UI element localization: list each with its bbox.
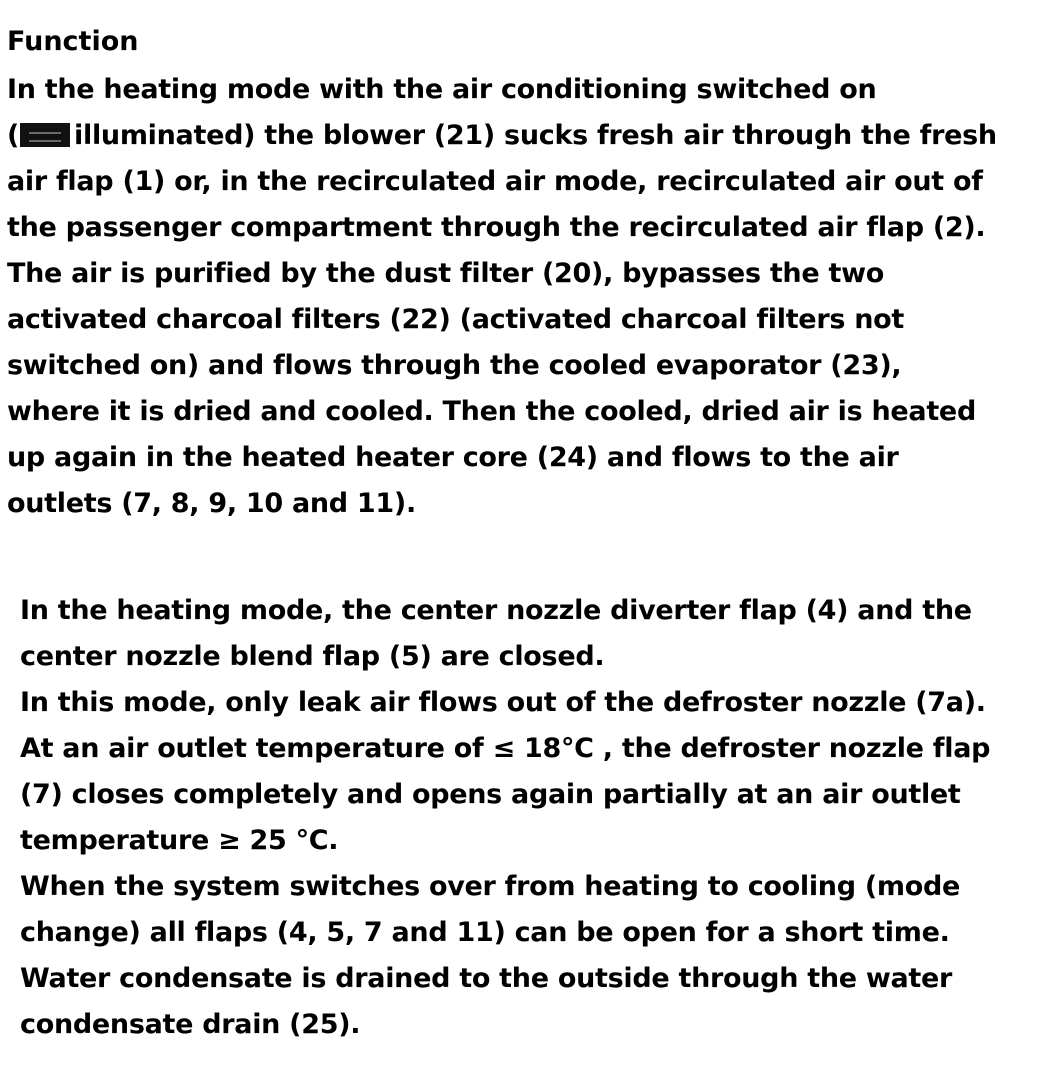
text-line: In the heating mode, the center nozzle diverter flap (4) and the [20,595,972,626]
text-line-remainder: illuminated) the blower (21) sucks fresh air through the fresh [74,120,997,151]
text-line: outlets (7, 8, 9, 10 and 11). [7,488,416,519]
text-line: where it is dried and cooled. Then the cooled, dried air is heated [7,396,976,427]
text-line: air flap (1) or, in the recirculated air mode, recirculated air out of [7,166,983,197]
text-line: The air is purified by the dust filter (20), bypasses the two [7,258,884,289]
text-line: When the system switches over from heating to cooling (mode [20,871,961,902]
text-line: up again in the heated heater core (24) and flows to the air [7,442,899,473]
text-line: switched on) and flows through the cooled evaporator (23), [7,350,902,381]
section-heading: Function [7,26,139,57]
paragraph-function-description [7,67,997,527]
text-line: the passenger compartment through the recirculated air flap (2). [7,212,986,243]
air-conditioning-indicator-icon [20,123,70,147]
text-line: activated charcoal filters (22) (activated charcoal filters not [7,304,904,335]
text-line: At an air outlet temperature of ≤ 18°C , the defroster nozzle flap [20,733,991,764]
open-parenthesis: ( [7,120,20,151]
text-line: Water condensate is drained to the outside through the water [20,963,953,994]
text-line: In this mode, only leak air flows out of the defroster nozzle (7a). [20,687,986,718]
text-line-with-icon [7,113,997,159]
text-line: center nozzle blend flap (5) are closed. [20,641,605,672]
text-line: change) all flaps (4, 5, 7 and 11) can be open for a short time. [20,917,950,948]
text-line: (7) closes completely and opens again partially at an air outlet [20,779,961,810]
text-line: condensate drain (25). [20,1009,361,1040]
text-line: In the heating mode with the air conditioning switched on [7,74,877,105]
paragraph-heating-mode-details [20,588,990,1048]
text-line: temperature ≥ 25 °C. [20,825,339,856]
